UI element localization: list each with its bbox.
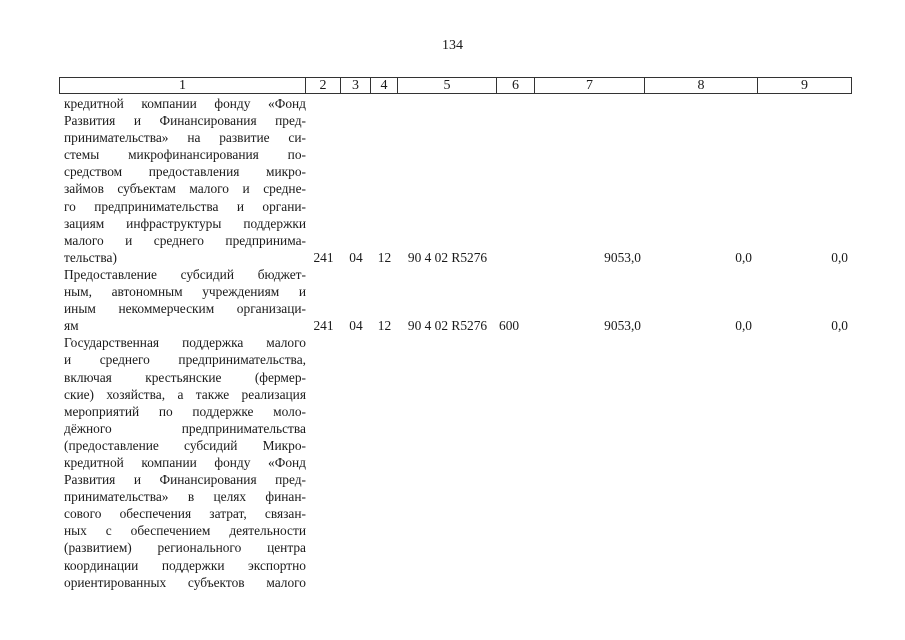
description-line: Предоставление субсидий бюджет- [64, 266, 306, 282]
cell-code-3: 12 [377, 318, 392, 334]
description-line: (развитием) регионального центра [64, 540, 306, 556]
description-line: ных с обеспечением деятельности [64, 523, 306, 539]
header-col-9: 9 [801, 78, 808, 93]
description-line: мероприятий по поддержке моло- [64, 403, 306, 419]
row-description [59, 334, 306, 590]
description-line: координации поддержки экспортно [64, 557, 306, 573]
table-row [59, 266, 852, 334]
description-line: дёжного предпринимательства [64, 420, 306, 436]
header-col-6: 6 [497, 78, 535, 93]
cell-expense-type: 600 [499, 318, 520, 334]
description-line: ские) хозяйства, а также реализация [64, 386, 306, 402]
header-col-7: 7 [535, 78, 645, 93]
table-body [59, 95, 852, 591]
header-col-4: 4 [371, 78, 398, 93]
description-line: принимательства» на развитие си- [64, 130, 306, 146]
cell-code-1: 241 [313, 249, 334, 265]
cell-amount-7: 9053,0 [604, 249, 641, 265]
cell-code-1: 241 [313, 318, 334, 334]
description-line: иным некоммерческим организаци- [64, 301, 306, 317]
cell-amount-7: 9053,0 [604, 318, 641, 334]
description-line: стемы микрофинансирования по- [64, 147, 306, 163]
description-line: Государственная поддержка малого [64, 335, 306, 351]
description-line: малого и среднего предпринима- [64, 232, 306, 248]
description-line: и среднего предпринимательства, [64, 352, 306, 368]
description-line: (предоставление субсидий Микро- [64, 437, 306, 453]
description-line: займов субъектам малого и средне- [64, 181, 306, 197]
description-line: зациям инфраструктуры поддержки [64, 215, 306, 231]
cell-amount-8: 0,0 [735, 249, 752, 265]
table-row [59, 334, 852, 590]
table-row [59, 95, 852, 266]
description-line: сового обеспечения затрат, связан- [64, 506, 306, 522]
cell-amount-8: 0,0 [735, 318, 752, 334]
description-line: го предпринимательства и органи- [64, 198, 306, 214]
header-col-8: 8 [645, 78, 758, 93]
cell-target-article: 90 4 02 R5276 [407, 249, 488, 265]
cell-amount-9: 0,0 [831, 249, 848, 265]
description-line: кредитной компании фонду «Фонд [64, 96, 306, 111]
description-line: кредитной компании фонду «Фонд [64, 454, 306, 470]
header-col-2: 2 [306, 78, 341, 93]
row-description [59, 266, 306, 334]
header-col-1: 1 [60, 78, 306, 93]
description-line: средством предоставления микро- [64, 164, 306, 180]
header-col-5: 5 [398, 78, 497, 93]
cell-code-3: 12 [377, 249, 392, 265]
cell-code-2: 04 [349, 318, 363, 334]
description-line: тельства) [64, 249, 117, 265]
description-line: Развития и Финансирования пред- [64, 113, 306, 129]
row-description [59, 95, 306, 266]
description-line: принимательства» в целях финан- [64, 489, 306, 505]
cell-target-article: 90 4 02 R5276 [407, 318, 488, 334]
page-number: 134 [442, 38, 463, 53]
description-line: ориентированных субъектов малого [64, 574, 306, 590]
table-header-row [59, 77, 852, 94]
cell-amount-9: 0,0 [831, 318, 848, 334]
header-col-3: 3 [341, 78, 371, 93]
description-line: ным, автономным учреждениям и [64, 284, 306, 300]
cell-code-2: 04 [349, 249, 363, 265]
description-line: включая крестьянские (фермер- [64, 369, 306, 385]
description-line: ям [64, 318, 79, 334]
description-line: Развития и Финансирования пред- [64, 472, 306, 488]
